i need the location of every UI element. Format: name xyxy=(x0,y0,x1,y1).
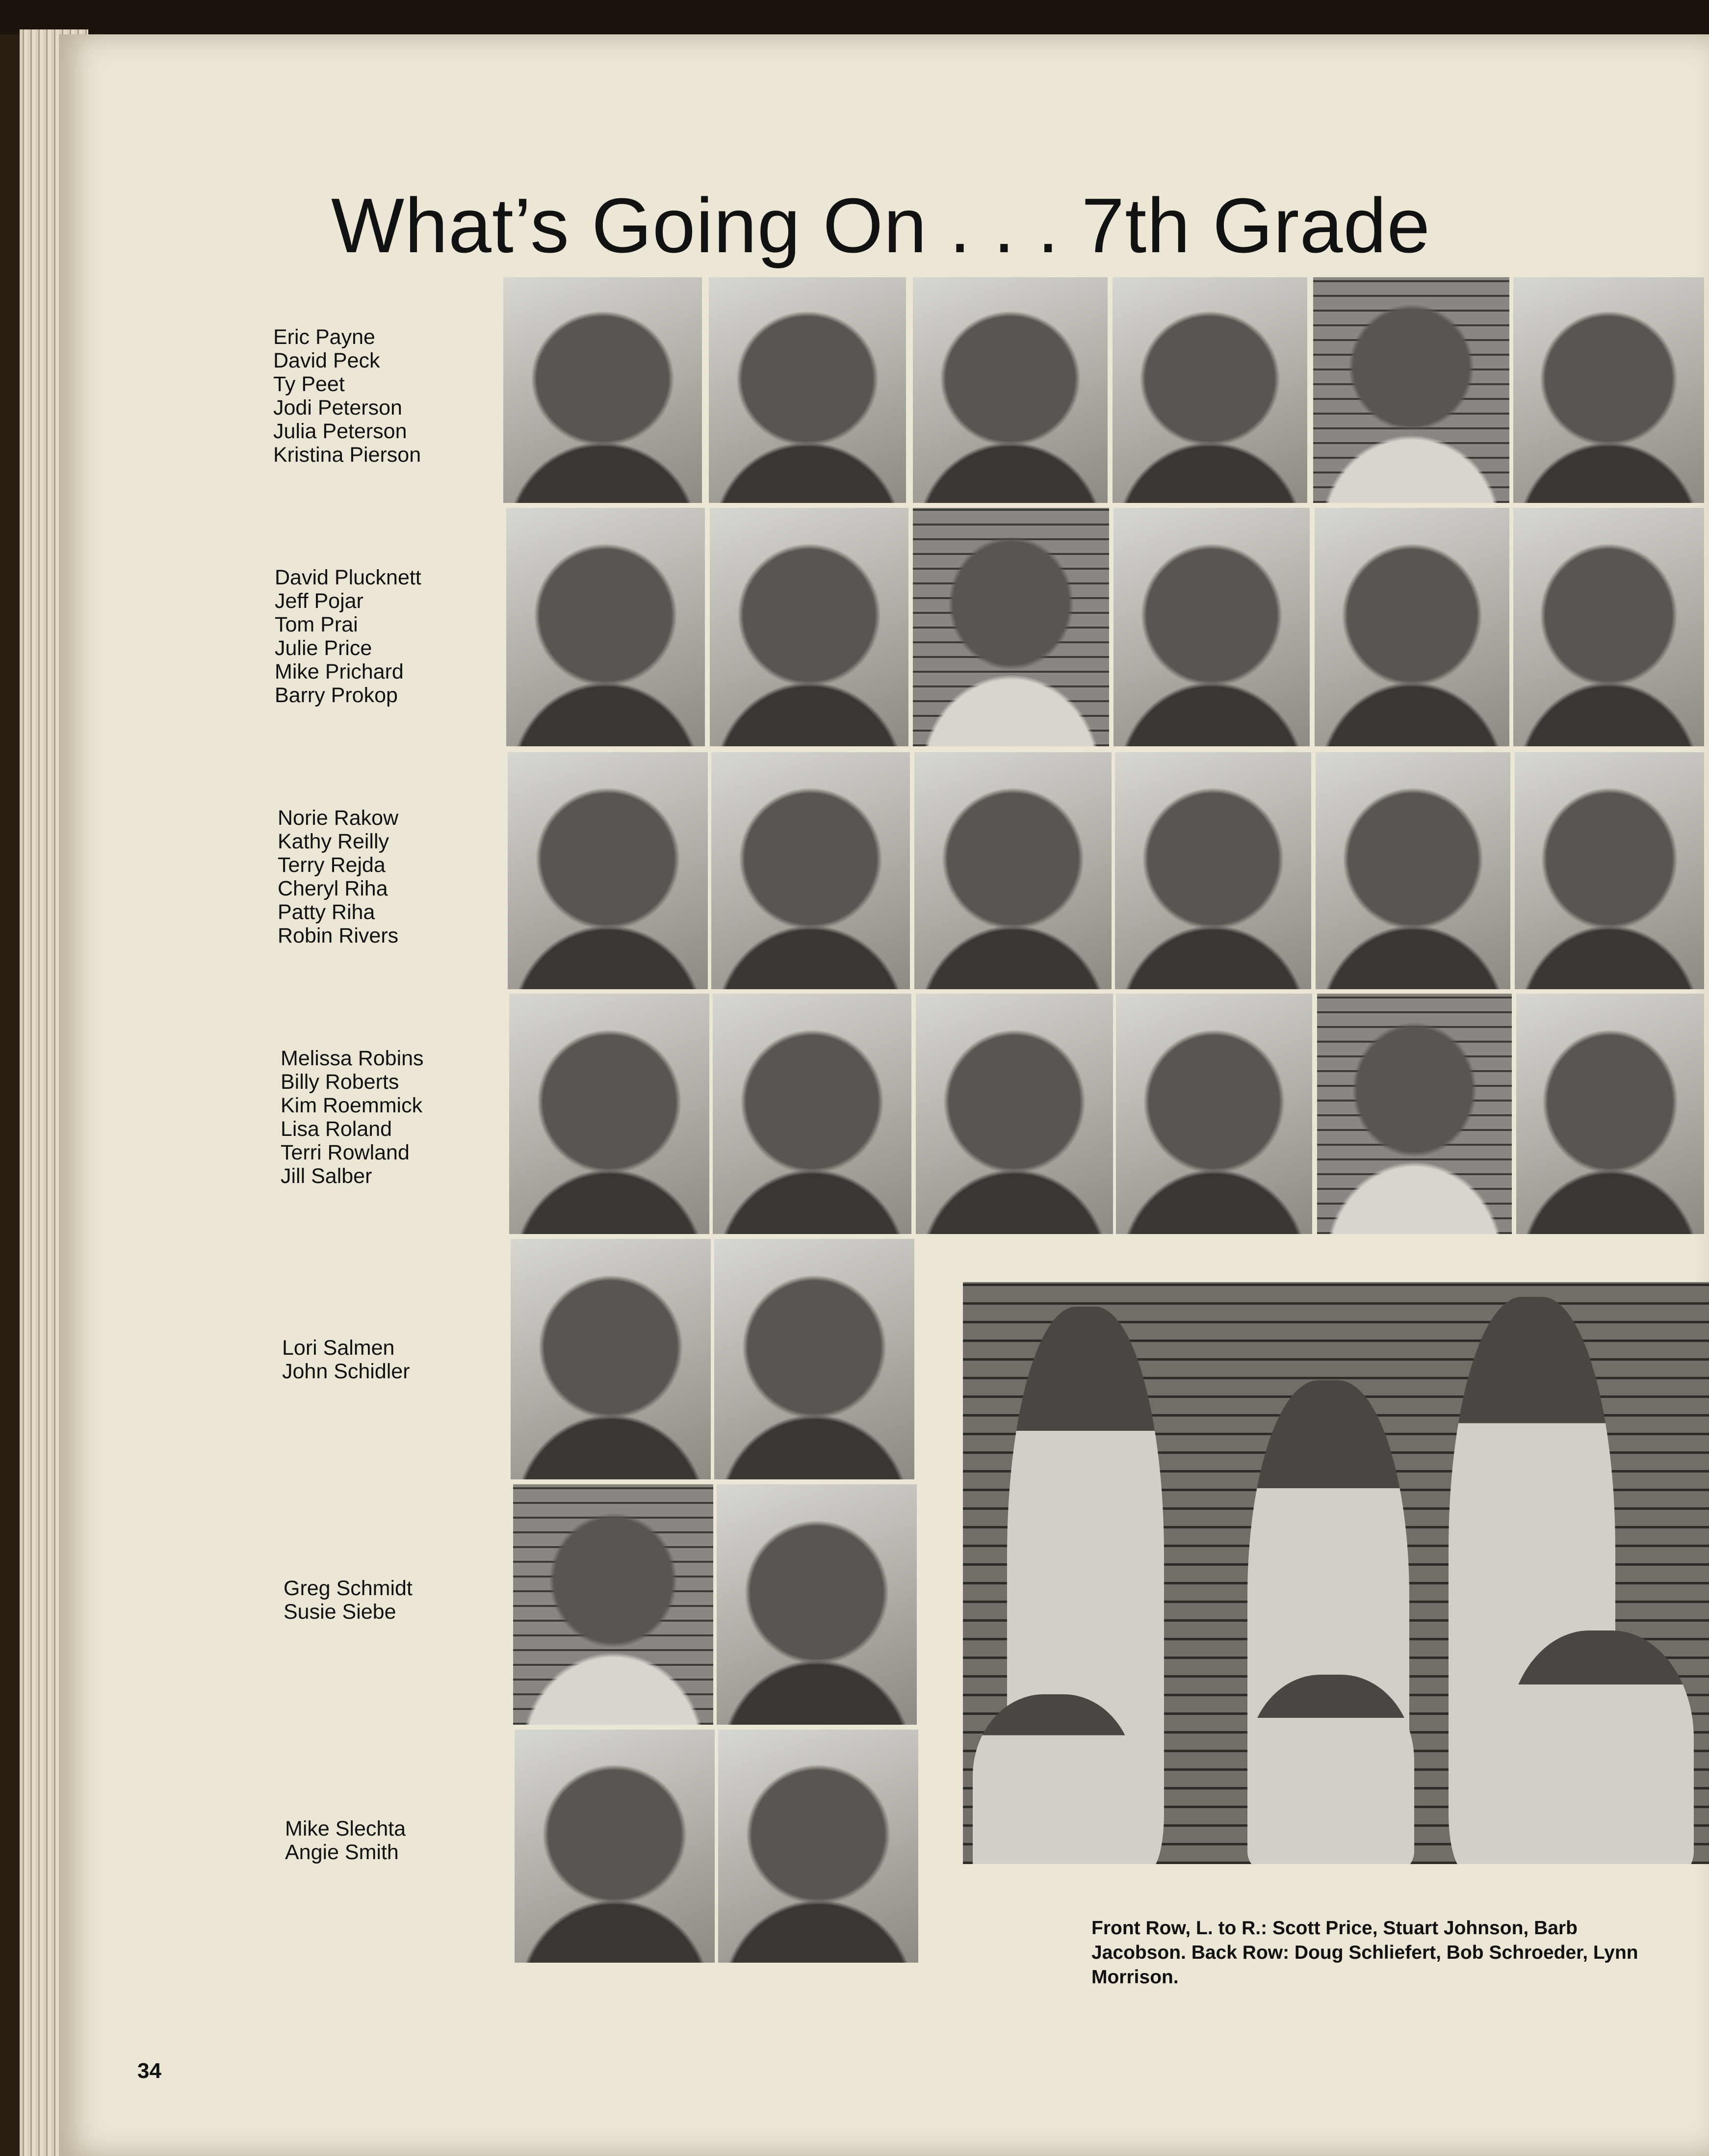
portrait-photo xyxy=(1315,508,1509,746)
portrait-photo xyxy=(916,994,1113,1234)
portrait-photo xyxy=(914,752,1112,989)
student-name: Kathy Reilly xyxy=(278,830,389,853)
student-name: Billy Roberts xyxy=(281,1070,399,1094)
portrait-photo xyxy=(717,1484,917,1725)
portrait-photo xyxy=(513,1484,713,1725)
student-name: Jeff Pojar xyxy=(275,589,363,613)
name-list-row-7 xyxy=(285,1817,491,1864)
student-figure xyxy=(1507,1630,1694,1864)
student-name: Terri Rowland xyxy=(281,1141,410,1164)
name-list-row-2 xyxy=(275,566,481,707)
student-name: Lori Salmen xyxy=(282,1336,395,1360)
name-list-row-5 xyxy=(282,1336,488,1383)
portrait-photo xyxy=(511,1239,711,1479)
portrait-photo xyxy=(709,277,906,503)
portrait-photo xyxy=(1317,994,1512,1234)
student-name: Kim Roemmick xyxy=(281,1094,423,1117)
portrait-photo xyxy=(913,508,1109,746)
portrait-photo xyxy=(1515,752,1704,989)
student-name: John Schidler xyxy=(282,1360,410,1383)
portrait-photo xyxy=(506,508,705,746)
student-name: Julia Peterson xyxy=(273,420,407,443)
student-name: Mike Slechta xyxy=(285,1817,406,1840)
student-name: Barry Prokop xyxy=(275,684,398,707)
page-number: 34 xyxy=(137,2059,161,2083)
student-name: Ty Peet xyxy=(273,372,345,396)
portrait-photo xyxy=(1516,994,1704,1234)
student-name: Angie Smith xyxy=(285,1840,399,1864)
portrait-photo xyxy=(503,277,702,503)
student-name: Cheryl Riha xyxy=(278,877,388,900)
student-name: Mike Prichard xyxy=(275,660,404,684)
portrait-photo xyxy=(714,1239,914,1479)
page-title: What’s Going On . . . 7th Grade xyxy=(331,183,1431,269)
student-figure xyxy=(1247,1675,1414,1864)
student-name: Julie Price xyxy=(275,636,372,660)
portrait-photo xyxy=(711,752,910,989)
portrait-photo xyxy=(913,277,1108,503)
portrait-photo xyxy=(710,508,908,746)
student-name: Robin Rivers xyxy=(278,924,399,947)
portrait-photo xyxy=(1513,508,1704,746)
portrait-photo xyxy=(515,1730,715,1963)
name-list-row-1 xyxy=(273,325,479,467)
student-name: Terry Rejda xyxy=(278,853,386,877)
student-name: Norie Rakow xyxy=(278,806,399,830)
group-photo-caption: Front Row, L. to R.: Scott Price, Stuart Johnson, Barb Jacobson. Back Row: Doug Schliefert, Bob Schroeder, Lynn Morrison. xyxy=(1091,1918,1638,1988)
portrait-photo xyxy=(1316,752,1510,989)
student-name: Melissa Robins xyxy=(281,1047,424,1070)
portrait-photo xyxy=(1113,277,1307,503)
portrait-photo xyxy=(508,752,708,989)
portrait-photo xyxy=(718,1730,918,1963)
portrait-photo xyxy=(1116,994,1312,1234)
name-list-row-4 xyxy=(281,1047,487,1188)
scan-background xyxy=(0,0,1709,34)
student-name: Jill Salber xyxy=(281,1164,372,1188)
name-list-row-3 xyxy=(278,806,484,947)
student-name: Jodi Peterson xyxy=(273,396,402,420)
yearbook-page xyxy=(59,34,1709,2156)
student-name: Lisa Roland xyxy=(281,1117,392,1141)
name-list-row-6 xyxy=(284,1577,490,1624)
student-name: Eric Payne xyxy=(273,325,375,349)
student-figure xyxy=(973,1694,1135,1864)
student-name: Tom Prai xyxy=(275,613,358,636)
student-name: Patty Riha xyxy=(278,900,375,924)
portrait-photo xyxy=(1113,508,1310,746)
student-name: Kristina Pierson xyxy=(273,443,421,467)
student-name: Susie Siebe xyxy=(284,1600,396,1624)
student-name: David Peck xyxy=(273,349,380,372)
portrait-photo xyxy=(509,994,709,1234)
student-name: David Plucknett xyxy=(275,566,421,589)
portrait-photo xyxy=(1115,752,1311,989)
portrait-photo xyxy=(1313,277,1509,503)
student-name: Greg Schmidt xyxy=(284,1577,413,1600)
portrait-photo xyxy=(713,994,911,1234)
group-photo xyxy=(963,1282,1709,1864)
portrait-photo xyxy=(1513,277,1704,503)
